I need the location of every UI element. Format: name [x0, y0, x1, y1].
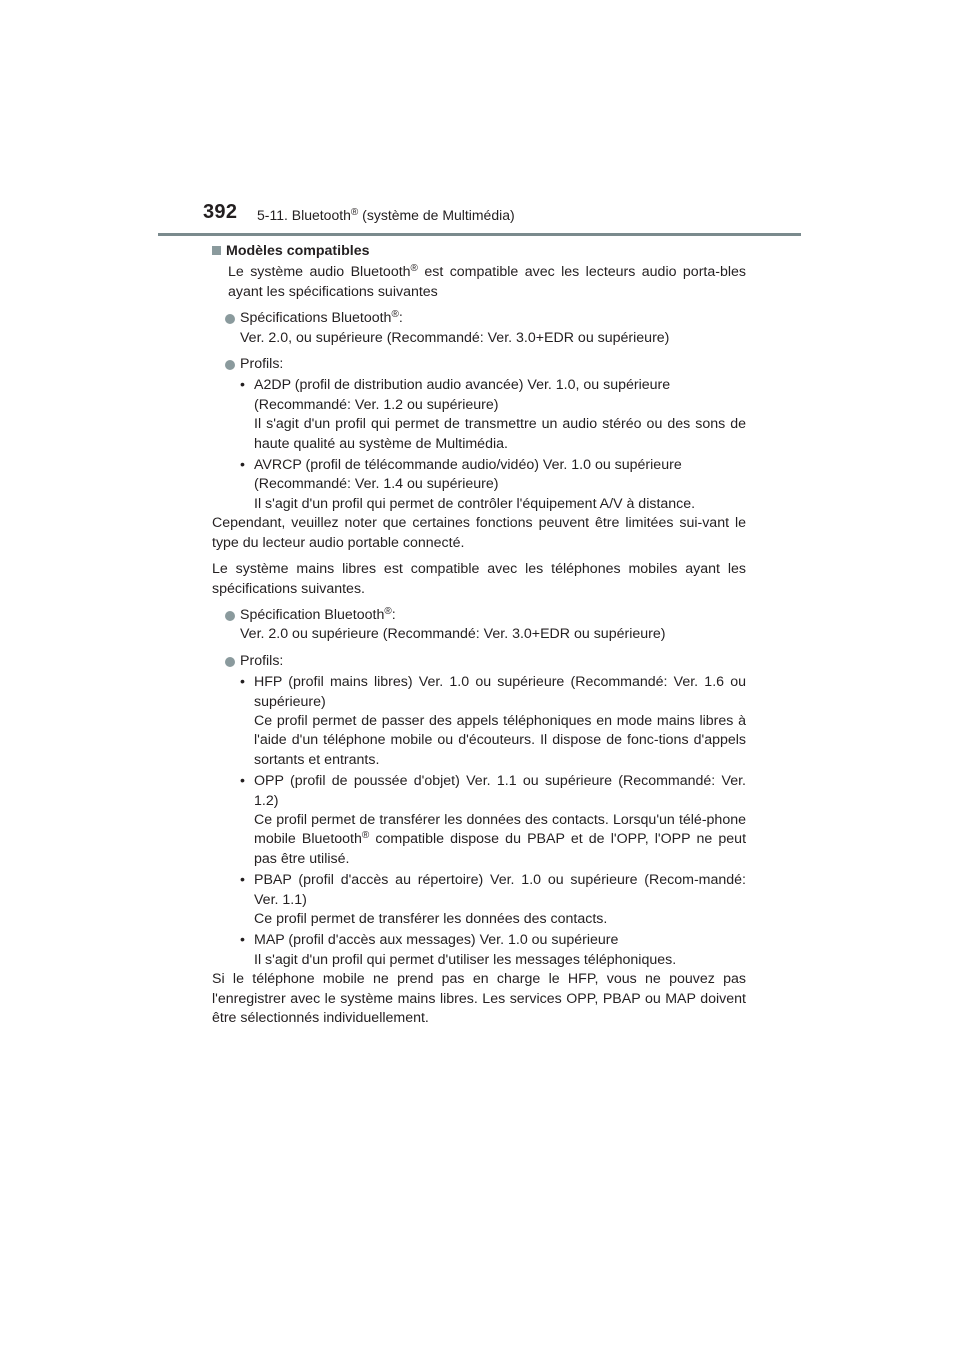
audio-intro: Le système audio Bluetooth® est compatible avec les lecteurs audio porta-bles ayant les spécifications suivantes	[228, 263, 747, 300]
profile-map: • MAP (profil d'accès aux messages) Ver. 1.0 ou supérieure Il s'agit d'un profil qui permet d'utiliser les messages téléphoniques.	[240, 932, 677, 968]
page-header	[203, 201, 803, 231]
circle-bullet-icon	[225, 314, 235, 324]
circle-bullet-icon	[225, 611, 235, 621]
chapter-title: 5-11. Bluetooth® (système de Multimédia)	[257, 207, 515, 223]
phone-spec-item: Spécification Bluetooth®: Ver. 2.0 ou supérieure (Recommandé: Ver. 3.0+EDR ou supérieure)	[212, 606, 746, 645]
circle-bullet-icon	[225, 657, 235, 667]
phone-intro: Le système mains libres est compatible avec les téléphones mobiles ayant les spécifications suivantes.	[212, 561, 746, 597]
audio-spec-item: Spécifications Bluetooth®: Ver. 2.0, ou supérieure (Recommandé: Ver. 3.0+EDR ou supérieure)	[212, 309, 746, 348]
square-bullet-icon	[212, 246, 221, 255]
page-content	[212, 242, 746, 1028]
profile-pbap: • PBAP (profil d'accès au répertoire) Ver. 1.0 ou supérieure (Recom-mandé: Ver. 1.1) Ce profil permet de transférer les données des contacts.	[240, 872, 746, 927]
audio-note: Cependant, veuillez noter que certaines fonctions peuvent être limitées sui-vant le type du lecteur audio portable connecté.	[212, 515, 746, 551]
circle-bullet-icon	[225, 360, 235, 370]
phone-profiles-item: Profils:	[212, 652, 746, 671]
profile-hfp: • HFP (profil mains libres) Ver. 1.0 ou supérieure (Recommandé: Ver. 1.6 ou supérieure) Ce profil permet de passer des appels téléphoniques en mode mains libres à l'aide d'un téléphone mobile ou d'écouteurs. Il dispose de fonc-tions d'appels sortants et entrants.	[240, 674, 746, 768]
profile-avrcp: • AVRCP (profil de télécommande audio/vidéo) Ver. 1.0 ou supérieure (Recommandé: Ver. 1.4 ou supérieure) Il s'agit d'un profil qui permet de contrôler l'équipement A/V à distance.	[240, 457, 696, 512]
audio-profiles-item: Profils:	[212, 355, 746, 374]
profile-opp: • OPP (profil de poussée d'objet) Ver. 1.1 ou supérieure (Recommandé: Ver. 1.2) Ce profil permet de transférer les données des contacts. Lorsqu'un télé-phone mobile Bluetooth® compatible dispose du PBAP et de l'OPP, l'OPP ne peut pas être utilisé.	[240, 773, 747, 867]
section-title: Modèles compatibles	[212, 242, 746, 261]
phone-note: Si le téléphone mobile ne prend pas en charge le HFP, vous ne pouvez pas l'enregistrer avec le système mains libres. Les services OPP, PBAP ou MAP doivent être sélectionnés individuellement.	[212, 971, 746, 1027]
header-rule	[158, 233, 801, 236]
phone-spec-value: Ver. 2.0 ou supérieure (Recommandé: Ver. 3.0+EDR ou supérieure)	[240, 626, 666, 643]
registered-mark: ®	[350, 207, 359, 218]
audio-spec-value: Ver. 2.0, ou supérieure (Recommandé: Ver. 3.0+EDR ou supérieure)	[240, 329, 670, 346]
profile-a2dp: • A2DP (profil de distribution audio avancée) Ver. 1.0, ou supérieure (Recommandé: Ver. 1.2 ou supérieure) Il s'agit d'un profil qui permet de transmettre un audio stéréo ou des sons de haute qualité au système de Multimédia.	[240, 377, 746, 452]
page-number: 392	[203, 201, 238, 223]
